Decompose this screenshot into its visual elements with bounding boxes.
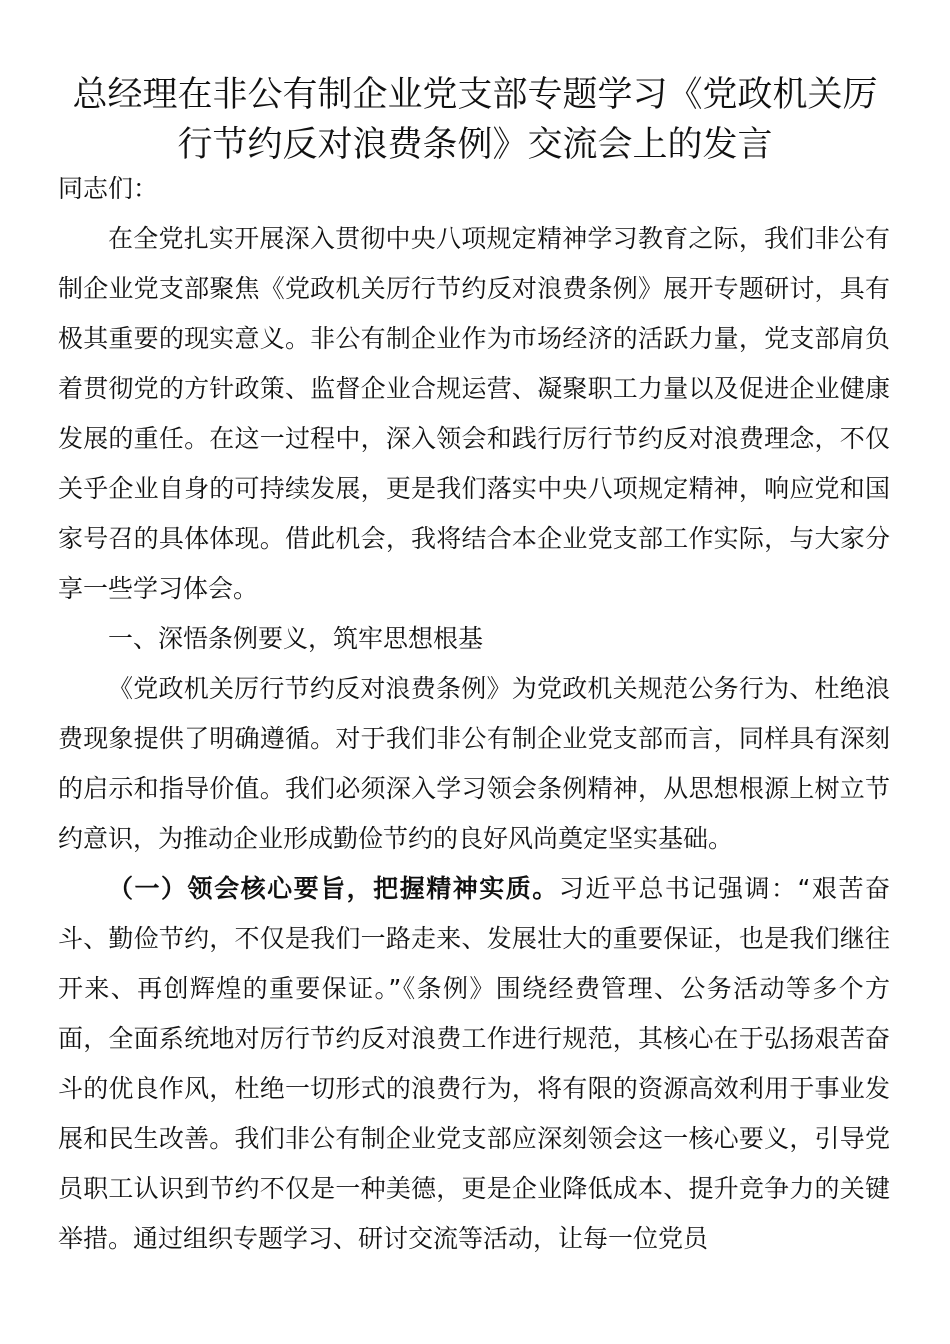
- title-line-2: 行节约反对浪费条例》交流会上的发言: [177, 125, 773, 165]
- subsection-heading-1: （一）领会核心要旨，把握精神实质。: [108, 874, 559, 903]
- salutation: 同志们：: [58, 174, 159, 203]
- paragraph-subsection-1: [58, 864, 890, 1264]
- document-title: [30, 70, 920, 170]
- paragraph-section-1: 《党政机关厉行节约反对浪费条例》为党政机关规范公务行为、杜绝浪费现象提供了明确遵循。对于我们非公有制企业党支部而言，同样具有深刻的启示和指导价值。我们必须深入学习领会条例精神，从思想根源上树立节约意识，为推动企业形成勤俭节约的良好风尚奠定坚实基础。: [58, 674, 890, 853]
- section-heading-1: 一、深悟条例要义，筑牢思想根基: [108, 624, 484, 653]
- subsection-1-text: 习近平总书记强调：“艰苦奋斗、勤俭节约，不仅是我们一路走来、发展壮大的重要保证，也是我们继往开来、再创辉煌的重要保证。”《条例》围绕经费管理、公务活动等多个方面，全面系统地对厉行节约反对浪费工作进行规范，其核心在于弘扬艰苦奋斗的优良作风，杜绝一切形式的浪费行为，将有限的资源高效利用于事业发展和民生改善。我们非公有制企业党支部应深刻领会这一核心要义，引导党员职工认识到节约不仅是一种美德，更是企业降低成本、提升竞争力的关键举措。通过组织专题学习、研讨交流等活动，让每一位党员: [58, 874, 891, 1253]
- paragraph-intro: 在全党扎实开展深入贯彻中央八项规定精神学习教育之际，我们非公有制企业党支部聚焦《党政机关厉行节约反对浪费条例》展开专题研讨，具有极其重要的现实意义。非公有制企业作为市场经济的活跃力量，党支部肩负着贯彻党的方针政策、监督企业合规运营、凝聚职工力量以及促进企业健康发展的重任。在这一过程中，深入领会和践行厉行节约反对浪费理念，不仅关乎企业自身的可持续发展，更是我们落实中央八项规定精神，响应党和国家号召的具体体现。借此机会，我将结合本企业党支部工作实际，与大家分享一些学习体会。: [58, 224, 890, 603]
- document-body: [58, 164, 890, 1264]
- title-line-1: 总经理在非公有制企业党支部专题学习《党政机关厉: [72, 75, 878, 115]
